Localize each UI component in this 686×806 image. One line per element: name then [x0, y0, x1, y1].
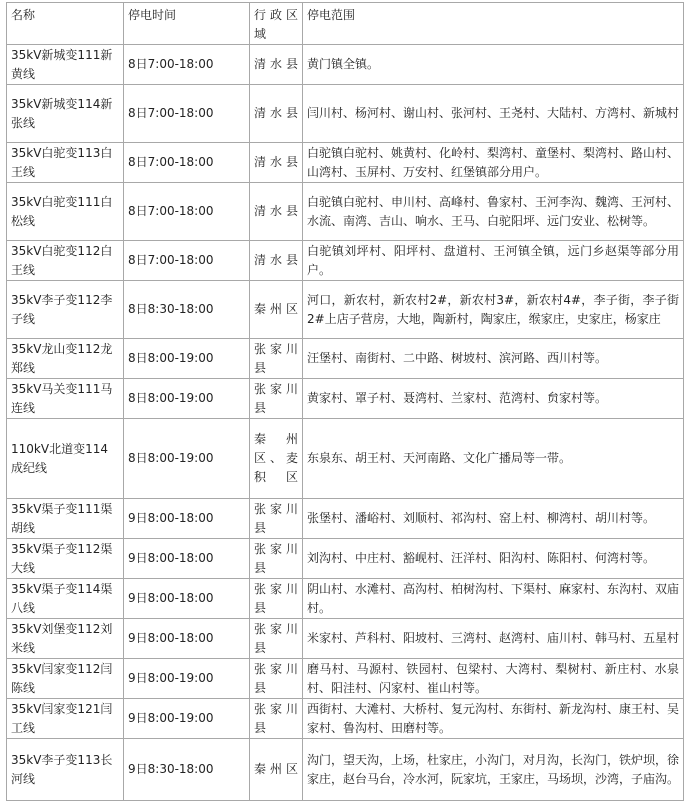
row-time: 9日8:00-18:00: [124, 499, 250, 539]
row-scope: 阴山村、水滩村、高沟村、柏树沟村、下渠村、麻家村、东沟村、双庙村。: [303, 579, 684, 619]
row-name: 35kV李子变113长河线: [7, 739, 124, 801]
table-row: [7, 499, 684, 539]
row-time: 8日8:00-19:00: [124, 339, 250, 379]
header-time: 停电时间: [124, 3, 250, 45]
row-scope: 东泉东、胡王村、天河南路、文化广播局等一带。: [303, 419, 684, 499]
table-row: [7, 739, 684, 801]
row-time: 8日7:00-18:00: [124, 143, 250, 183]
table-row: [7, 339, 684, 379]
row-scope: 沟门，望天沟，上场，杜家庄，小沟门，对月沟，长沟门，铁炉坝，徐家庄，赵台马台，冷水河，阮家坑，王家庄，马场坝，沙湾，子庙沟。: [303, 739, 684, 801]
row-district: 秦州区、麦积区: [250, 419, 303, 499]
row-time: 9日8:00-19:00: [124, 659, 250, 699]
row-scope: 米家村、芦科村、阳坡村、三湾村、赵湾村、庙川村、韩马村、五星村: [303, 619, 684, 659]
row-scope: 白驼镇刘坪村、阳坪村、盘道村、王河镇全镇，远门乡赵渠等部分用户。: [303, 241, 684, 281]
row-name: 35kV白驼变112白王线: [7, 241, 124, 281]
row-time: 8日8:00-19:00: [124, 379, 250, 419]
table-row: [7, 183, 684, 241]
row-time: 9日8:00-18:00: [124, 579, 250, 619]
header-district: 行政区域: [250, 3, 303, 45]
row-district: 清水县: [250, 85, 303, 143]
header-scope: 停电范围: [303, 3, 684, 45]
row-scope: 磨马村、马源村、铁园村、包梁村、大湾村、梨树村、新庄村、水泉村、阳洼村、闪家村、崔山村等。: [303, 659, 684, 699]
row-time: 8日7:00-18:00: [124, 85, 250, 143]
row-scope: 刘沟村、中庄村、豁岘村、汪洋村、阳沟村、陈阳村、何湾村等。: [303, 539, 684, 579]
row-district: 清水县: [250, 241, 303, 281]
row-name: 35kV渠子变112渠大线: [7, 539, 124, 579]
row-time: 9日8:00-18:00: [124, 619, 250, 659]
power-outage-table: [6, 2, 684, 801]
table-row: [7, 579, 684, 619]
row-time: 8日7:00-18:00: [124, 241, 250, 281]
row-district: 张家川县: [250, 579, 303, 619]
table-row: [7, 143, 684, 183]
row-scope: 河口，新农村，新农村2#，新农村3#，新农村4#，李子街，李子街2#上店子营房，大地，陶新村，陶家庄，缑家庄，史家庄，杨家庄: [303, 281, 684, 339]
row-scope: 汪堡村、南街村、二中路、树坡村、滨河路、西川村等。: [303, 339, 684, 379]
row-name: 35kV马关变111马连线: [7, 379, 124, 419]
row-time: 8日7:00-18:00: [124, 45, 250, 85]
row-name: 35kV新城变111新黄线: [7, 45, 124, 85]
header-name: 名称: [7, 3, 124, 45]
row-district: 清水县: [250, 143, 303, 183]
row-scope: 白驼镇白驼村、姚黄村、化岭村、梨湾村、童堡村、梨湾村、路山村、山湾村、玉屏村、万安村、红堡镇部分用户。: [303, 143, 684, 183]
row-time: 9日8:30-18:00: [124, 739, 250, 801]
table-header-row: [7, 3, 684, 45]
row-district: 秦州区: [250, 281, 303, 339]
table-row: [7, 379, 684, 419]
table-row: [7, 241, 684, 281]
row-name: 35kV闫家变112闫陈线: [7, 659, 124, 699]
row-scope: 张堡村、潘峪村、刘顺村、祁沟村、窑上村、柳湾村、胡川村等。: [303, 499, 684, 539]
row-scope: 白驼镇白驼村、申川村、高峰村、鲁家村、王河李沟、魏湾、王河村、水流、南湾、吉山、响水、王马、白驼阳坪、远门安业、松树等。: [303, 183, 684, 241]
row-scope: 闫川村、杨河村、谢山村、张河村、王尧村、大陆村、方湾村、新城村: [303, 85, 684, 143]
row-district: 张家川县: [250, 499, 303, 539]
row-district: 清水县: [250, 45, 303, 85]
row-name: 35kV渠子变114渠八线: [7, 579, 124, 619]
row-time: 8日8:30-18:00: [124, 281, 250, 339]
row-scope: 黄家村、罩子村、聂湾村、兰家村、范湾村、贠家村等。: [303, 379, 684, 419]
row-time: 9日8:00-18:00: [124, 539, 250, 579]
row-name: 35kV新城变114新张线: [7, 85, 124, 143]
row-scope: 黄门镇全镇。: [303, 45, 684, 85]
row-name: 35kV龙山变112龙郑线: [7, 339, 124, 379]
table-row: [7, 85, 684, 143]
row-scope: 西街村、大滩村、大桥村、复元沟村、东街村、新龙沟村、康王村、吴家村、鲁沟村、田磨村等。: [303, 699, 684, 739]
table-row: [7, 281, 684, 339]
row-district: 张家川县: [250, 339, 303, 379]
row-name: 110kV北道变114成纪线: [7, 419, 124, 499]
table-row: [7, 699, 684, 739]
row-district: 张家川县: [250, 659, 303, 699]
row-district: 张家川县: [250, 699, 303, 739]
row-name: 35kV白驼变113白王线: [7, 143, 124, 183]
table-row: [7, 619, 684, 659]
row-name: 35kV白驼变111白松线: [7, 183, 124, 241]
row-time: 8日8:00-19:00: [124, 419, 250, 499]
row-time: 8日7:00-18:00: [124, 183, 250, 241]
row-district: 张家川县: [250, 619, 303, 659]
row-district: 张家川县: [250, 379, 303, 419]
table-row: [7, 419, 684, 499]
row-name: 35kV渠子变111渠胡线: [7, 499, 124, 539]
table-row: [7, 659, 684, 699]
row-district: 张家川县: [250, 539, 303, 579]
table-row: [7, 45, 684, 85]
row-name: 35kV李子变112李子线: [7, 281, 124, 339]
row-district: 清水县: [250, 183, 303, 241]
row-district: 秦州区: [250, 739, 303, 801]
row-name: 35kV刘堡变112刘米线: [7, 619, 124, 659]
row-time: 9日8:00-19:00: [124, 699, 250, 739]
table-row: [7, 539, 684, 579]
row-name: 35kV闫家变121闫工线: [7, 699, 124, 739]
